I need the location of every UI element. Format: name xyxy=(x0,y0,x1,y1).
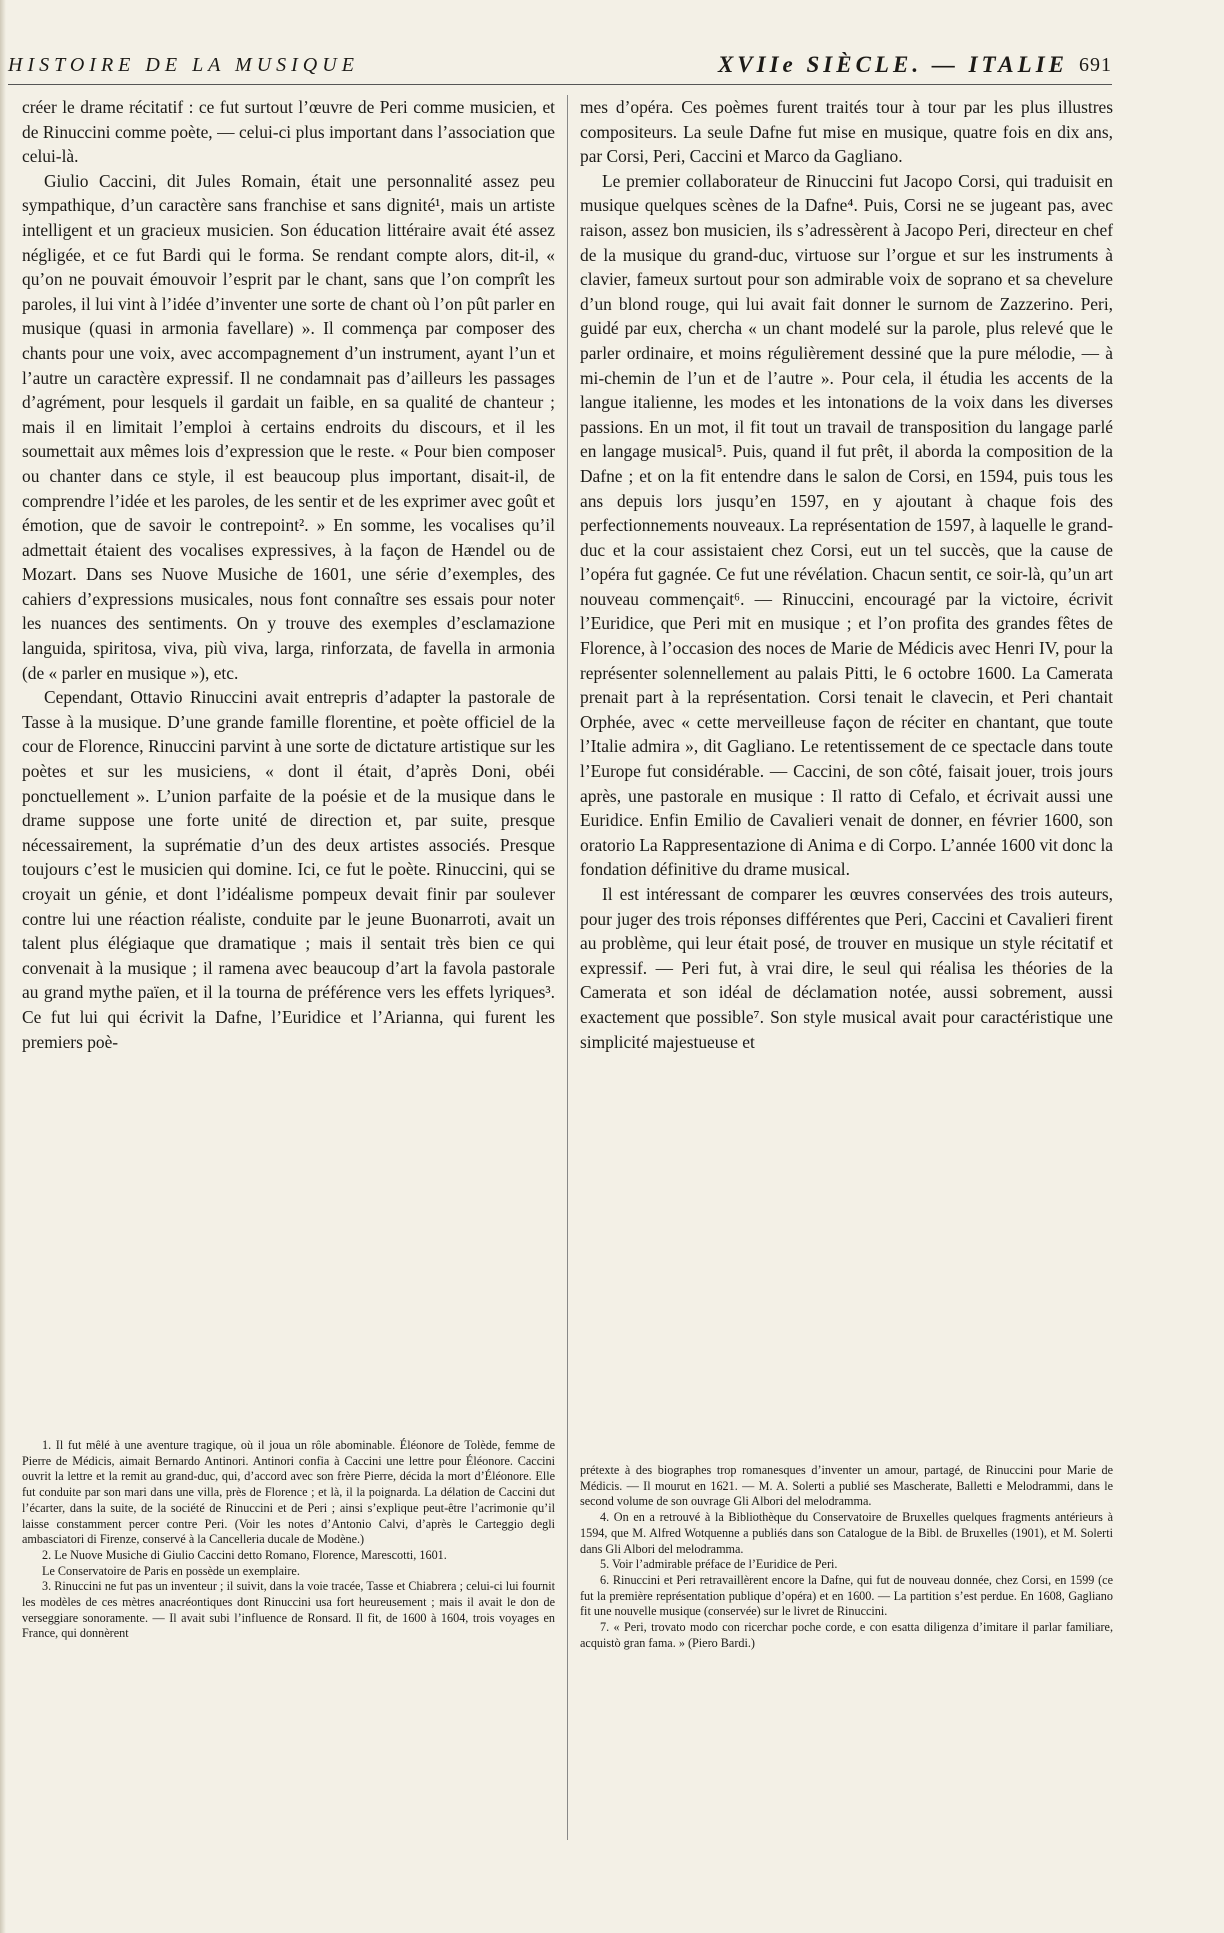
header-title-right: XVIIe SIÈCLE. — ITALIE xyxy=(717,52,1068,77)
paragraph: créer le drame récitatif : ce fut surtout l’œuvre de Peri comme musicien, et de Rinuccini comme poète, — celui-ci plus important dans l’association que celui-là. xyxy=(22,97,555,167)
footnote: 5. Voir l’admirable préface de l’Euridice de Peri. xyxy=(600,1557,838,1572)
footnote: prétexte à des biographes trop romanesques d’inventer un amour, partagé, de Rinuccini pour Marie de Médicis. — Il mourut en 1621. — M. A. Solerti a publié ses Mascherate, Balletti e Melodrammi, dans le second volume de son ouvrage Gli Albori del melodramma. xyxy=(580,1463,1113,1509)
footnote: 7. « Peri, trovato modo con ricerchar poche corde, e con esatta diligenza d’imitare il parlar familiare, acquistò gran fama. » (Piero Bardi.) xyxy=(580,1620,1113,1650)
footnote: 1. Il fut mêlé à une aventure tragique, où il joua un rôle abominable. Éléonore de Tolède, femme de Pierre de Médicis, aimait Bernardo Antinori. Antinori confia à Caccini une lettre pour Éléonore. Caccini ouvrit la lettre et la remit au grand-duc, qui, d’accord avec son frère Pierre, décida la mort d’Éléonore. Elle fut conduite par son mari dans une villa, près de Florence ; et là, il la poignarda. La délation de Caccini dut l’écarter, dans la suite, de la société de Rinuccini et de Peri ; ainsi s’explique peut-être l’acrimonie qu’il laisse constamment percer contre Peri. (Voir les notes d’Antonio Calvi, d’après le Carteggio degli ambasciatori di Firenze, conservé à la Cancelleria ducale de Modène.) xyxy=(22,1438,555,1547)
footnote: 4. On en a retrouvé à la Bibliothèque du Conservatoire de Bruxelles quelques fragments antérieurs à 1594, que M. Alfred Wotquenne a publiés dans son Catalogue de la Bibl. de Bruxelles (1901), et M. Solerti dans Gli Albori del melodramma. xyxy=(580,1510,1113,1556)
header-title-left: HISTOIRE DE LA MUSIQUE xyxy=(8,54,359,76)
footnote: 6. Rinuccini et Peri retravaillèrent encore la Dafne, qui fut de nouveau donnée, chez Corsi, en 1599 (ce fut la première représentation publique d’opéra) et en 1600. — La partition s’est perdue. En 1608, Gagliano fit une nouvelle musique (conservée) sur le livret de Rinuccini. xyxy=(580,1572,1113,1619)
page-number: 691 xyxy=(1079,54,1112,76)
paragraph: Il est intéressant de comparer les œuvres conservées des trois auteurs, pour juger des trois réponses différentes que Peri, Caccini et Cavalieri firent au problème, qui leur était posé, de trouver en musique un style récitatif et expressif. — Peri fut, à vrai dire, le seul qui réalisa les théories de la Camerata et son idéal de déclamation notée, aussi sobrement, aussi exactement que possible⁷. Son style musical avait pour caractéristique une simplicité majestueuse et xyxy=(580,884,1113,1052)
paragraph: mes d’opéra. Ces poèmes furent traités tour à tour par les plus illustres compositeurs. La seule Dafne fut mise en musique, quatre fois en dix ans, par Corsi, Peri, Caccini et Marco da Gagliano. xyxy=(580,97,1113,167)
page-gutter-shadow xyxy=(0,0,6,1933)
column-divider xyxy=(567,95,568,1840)
footnote: 2. Le Nuove Musiche di Giulio Caccini detto Romano, Florence, Marescotti, 1601. xyxy=(42,1547,447,1562)
footnote: Le Conservatoire de Paris en possède un exemplaire. xyxy=(42,1563,300,1578)
left-column xyxy=(22,95,555,1054)
running-header xyxy=(8,54,1112,84)
footnotes-right xyxy=(580,1463,1113,1651)
right-column xyxy=(580,95,1113,1054)
paragraph: Le premier collaborateur de Rinuccini fut Jacopo Corsi, qui traduisit en musique quelques scènes de la Dafne⁴. Puis, Corsi ne se jugeant pas, avec raison, assez bon musicien, ils s’adressèrent à Jacopo Peri, directeur en chef de la musique du grand-duc, virtuose sur l’orgue et sur les instruments à clavier, fameux surtout pour son admirable voix de soprano et sa chevelure d’un blond rouge, qui lui avait fait donner le surnom de Zazzerino. Peri, guidé par eux, chercha « un chant modelé sur la parole, plus relevé que le parler ordinaire, et moins régulièrement dessiné que la pure mélodie, — à mi-chemin de l’un et de l’autre ». Pour cela, il étudia les accents de la langue italienne, les modes et les intonations de la voix dans les diverses passions. En un mot, il fit tout un travail de transposition du langage parlé en langage musical⁵. Puis, quand il fut prêt, il aborda la composition de la Dafne ; et on la fit entendre dans le salon de Corsi, en 1594, puis tous les ans depuis lors jusqu’en 1597, en y ajoutant à chaque fois des perfectionnements nouveaux. La représentation de 1597, à laquelle le grand-duc et la cour assistaient chez Corsi, eut un tel succès, que la cause de l’opéra fut gagnée. Ce fut une révélation. Chacun sentit, ce soir-là, qu’un art nouveau commençait⁶. — Rinuccini, encouragé par la victoire, écrivit l’Euridice, que Peri mit en musique ; et l’on profita des grandes fêtes de Florence, à l’occasion des noces de Marie de Médicis avec Henri IV, pour la représenter solennellement au palais Pitti, le 6 octobre 1600. La Camerata prenait part à la représentation. Corsi tenait le clavecin, et Peri chantait Orphée, avec « cette merveilleuse façon de réciter en chantant, que toute l’Italie admira », dit Gagliano. Le retentissement de ce spectacle dans toute l’Europe fut considérable. — Caccini, de son côté, faisait jouer, trois jours après, une pastorale en musique : Il ratto di Cefalo, et écrivait aussi une Euridice. Enfin Emilio de Cavalieri venait de donner, en février 1600, son oratorio La Rappresentazione di Anima e di Corpo. L’année 1600 vit donc la fondation définitive du drame musical. xyxy=(580,170,1114,880)
paragraph: Cependant, Ottavio Rinuccini avait entrepris d’adapter la pastorale de Tasse à la musique. D’une grande famille florentine, et poète officiel de la cour de Florence, Rinuccini parvint à une sorte de dictature artistique sur les poètes et sur les musiciens, « dont il était, d’après Doni, obéi ponctuellement ». L’union parfaite de la poésie et de la musique dans le drame suppose une forte unité de direction et, par suite, presque nécessairement, la suprématie d’un des deux artistes associés. Presque toujours c’est le musicien qui domine. Ici, ce fut le poète. Rinuccini, qui se croyait un génie, et dont l’idéalisme pompeux devait finir par soulever contre lui une réaction réaliste, conduite par le jeune Buonarroti, avait un talent plus élégiaque que dramatique ; mais il sentait très bien ce qui convenait à la musique ; il ramena avec beaucoup d’art la favola pastorale au grand mythe païen, et il la tourna de préférence vers les effets lyriques³. Ce fut lui qui écrivit la Dafne, l’Euridice et l’Arianna, qui furent les premiers poè- xyxy=(22,687,555,1052)
paragraph: Giulio Caccini, dit Jules Romain, était une personnalité assez peu sympathique, d’un caractère sans franchise et sans dignité¹, mais un artiste intelligent et un gracieux musicien. Son éducation littéraire avait été assez négligée, et ce fut Bardi qui le forma. Se rendant compte alors, dit-il, « qu’on ne pouvait émouvoir l’esprit par le chant, sans que l’on comprît les paroles, il lui vint à l’idée d’inventer une sorte de chant où l’on pût parler en musique (quasi in armonia favellare) ». Il commença par composer des chants pour une voix, avec accompagnement d’un instrument, ayant l’un et l’autre un caractère expressif. Il ne condamnait pas d’ailleurs les passages d’agrément, pour lesquels il gardait un faible, en sa qualité de chanteur ; mais il en limitait l’emploi à certains endroits du discours, et il les soumettait aux mêmes lois d’expression que le reste. « Pour bien composer ou chanter dans ce style, il est beaucoup plus important, disait-il, de comprendre l’idée et les paroles, de les sentir et de les exprimer avec goût et émotion, que de savoir le contrepoint². » En somme, les vocalises qu’il admettait étaient des vocalises expressives, à la façon de Hændel ou de Mozart. Dans ses Nuove Musiche de 1601, une série d’exemples, des cahiers d’expressions musicales, nous font connaître ses essais pour noter les nuances des sentiments. On y trouve des exemples d’esclamazione languida, spiritosa, viva, più viva, larga, rinforzata, de favella in armonia (de « parler en musique »), etc. xyxy=(22,170,555,683)
header-rule xyxy=(8,84,1112,85)
footnotes-left xyxy=(22,1438,555,1642)
footnote: 3. Rinuccini ne fut pas un inventeur ; il suivit, dans la voie tracée, Tasse et Chiabrera ; celui-ci lui fournit les modèles de ces mètres anacréontiques dont Rinuccini usa fort heureusement ; mais il avait le don de verseggiare sonoramente. — Il avait subi l’influence de Ronsard. Il fit, de 1600 à 1604, trois voyages en France, qui donnèrent xyxy=(22,1579,555,1641)
